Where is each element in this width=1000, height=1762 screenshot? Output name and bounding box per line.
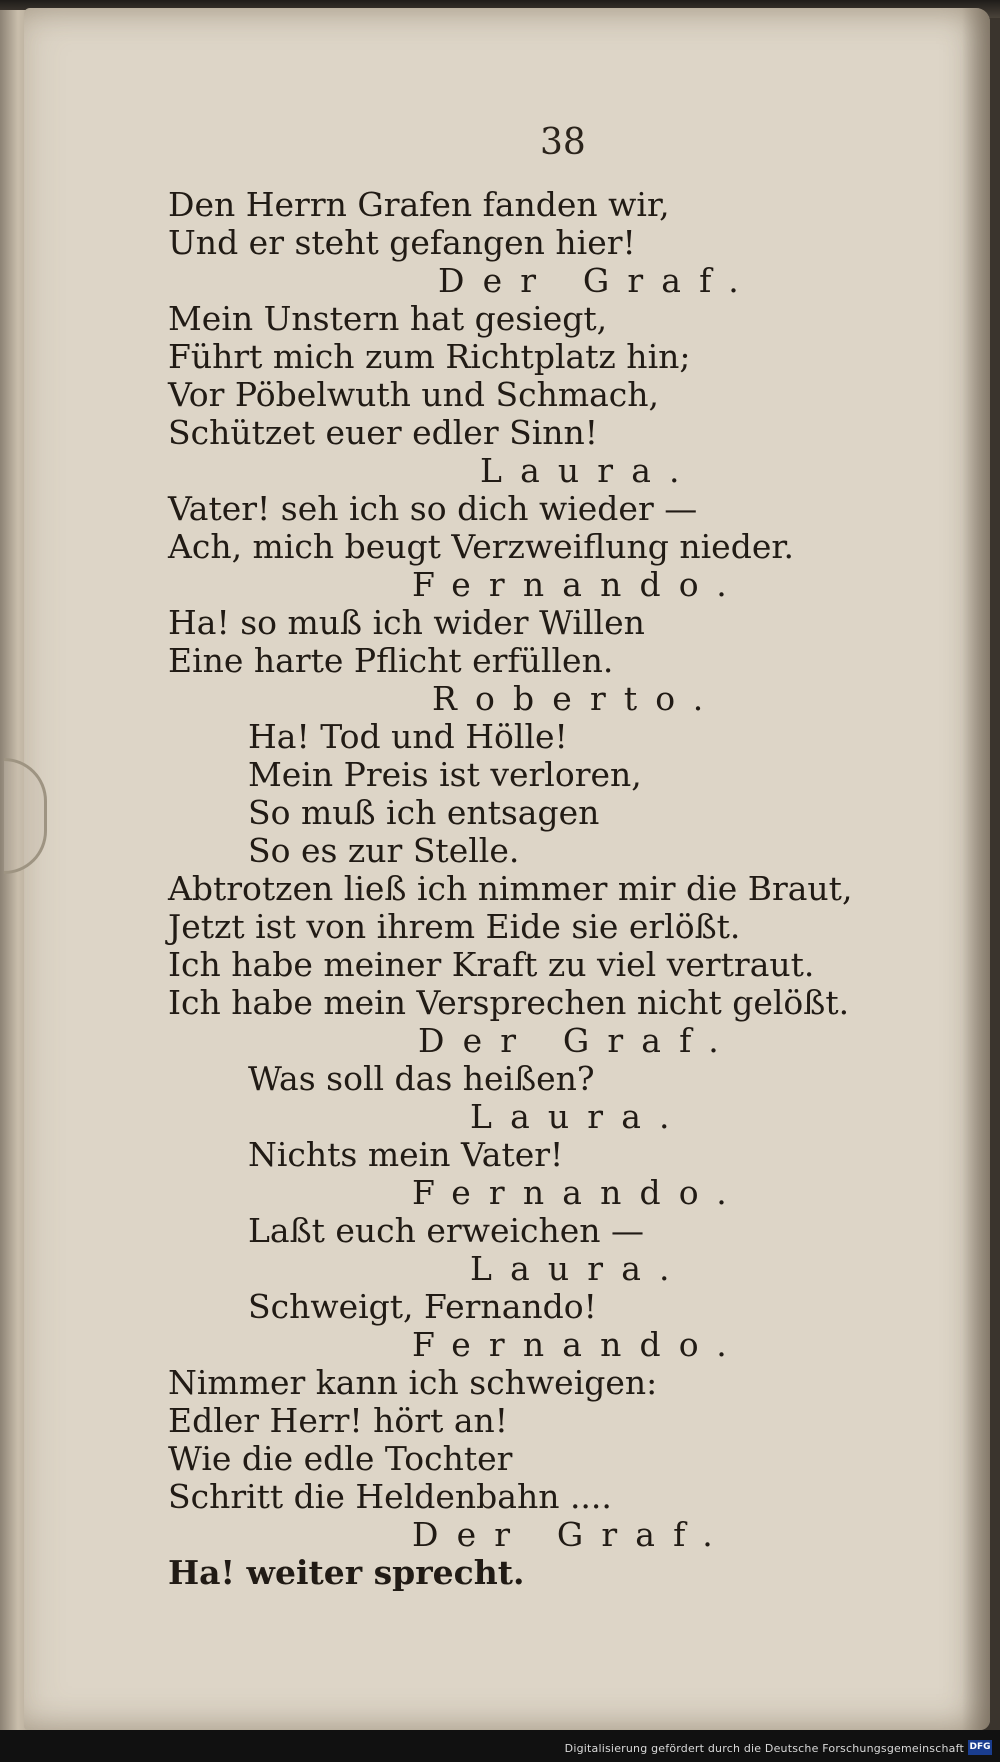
text-line: Was soll das heißen? [248,1059,595,1098]
speaker-name: Roberto. [432,679,722,718]
text-line: Nimmer kann ich schweigen: [168,1363,658,1402]
dfg-logo: DFG [968,1740,992,1755]
text-line: Den Herrn Grafen fanden wir, [168,185,670,224]
text-line: Ha! Tod und Hölle! [248,717,568,756]
text-line: Führt mich zum Richtplatz hin; [168,337,691,376]
text-line: So muß ich entsagen [248,793,600,832]
text-line: Mein Unstern hat gesiegt, [168,299,608,338]
text-line: So es zur Stelle. [248,831,520,870]
text-line: Ha! so muß ich wider Willen [168,603,645,642]
text-line: Mein Preis ist verloren, [248,755,642,794]
text-line: Eine harte Pflicht erfüllen. [168,641,614,680]
text-line: Schritt die Heldenbahn .... [168,1477,612,1516]
speaker-name: Fernando. [412,1325,745,1364]
speaker-name: Fernando. [412,1173,745,1212]
text-line: Nichts mein Vater! [248,1135,564,1174]
speaker-name: Der Graf. [412,1515,731,1554]
speaker-name: Der Graf. [418,1021,737,1060]
text-line: Edler Herr! hört an! [168,1401,509,1440]
page-number: 38 [540,122,586,163]
speaker-name: Laura. [480,451,698,490]
text-line: Jetzt ist von ihrem Eide sie erlößt. [168,907,741,946]
speaker-name: Laura. [470,1249,688,1288]
text-line: Und er steht gefangen hier! [168,223,636,262]
speaker-name: Fernando. [412,565,745,604]
text-line: Vater! seh ich so dich wieder — [168,489,698,528]
text-line: Ich habe mein Versprechen nicht gelößt. [168,983,850,1022]
text-line: Laßt euch erweichen — [248,1211,645,1250]
digitization-credit: Digitalisierung gefördert durch die Deutsche Forschungsgemeinschaft [564,1742,964,1755]
text-line: Schützet euer edler Sinn! [168,413,599,452]
text-line: Ich habe meiner Kraft zu viel vertraut. [168,945,815,984]
text-line: Ha! weiter sprecht. [168,1553,525,1592]
speaker-name: Der Graf. [438,261,757,300]
text-line: Vor Pöbelwuth und Schmach, [168,375,660,414]
text-line: Schweigt, Fernando! [248,1287,597,1326]
text-line: Abtrotzen ließ ich nimmer mir die Braut, [168,869,853,908]
text-line: Wie die edle Tochter [168,1439,513,1478]
text-line: Ach, mich beugt Verzweiflung nieder. [168,527,794,566]
speaker-name: Laura. [470,1097,688,1136]
